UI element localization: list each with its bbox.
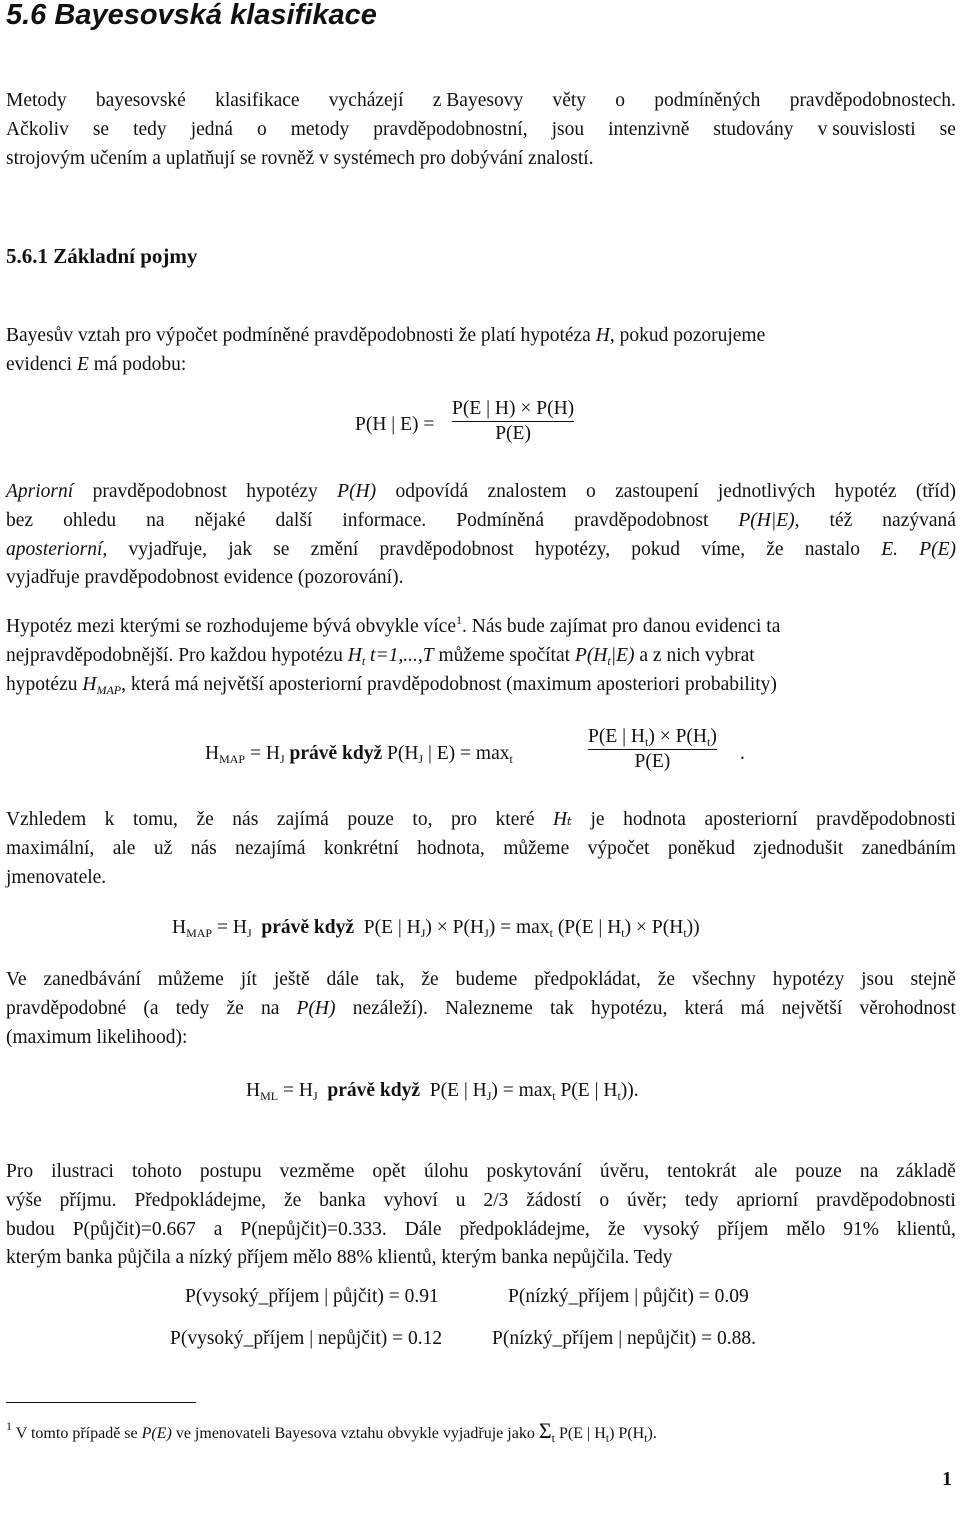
word: hypotézy — [772, 969, 845, 990]
word: Ve — [6, 969, 27, 990]
text-line — [6, 613, 956, 642]
word: že — [283, 1189, 302, 1211]
index-range: t=1,...,T — [365, 644, 434, 666]
text-line — [6, 1244, 956, 1273]
math-text: = H — [212, 917, 247, 938]
bayes-fraction — [452, 397, 574, 446]
line-text: jmenovatele. — [6, 866, 107, 888]
word: že — [196, 809, 214, 830]
word: má — [740, 997, 765, 1019]
word: můžeme — [503, 837, 570, 859]
word: pouze — [347, 809, 394, 830]
word: Ačkoliv — [6, 118, 69, 140]
word: Nalezneme — [445, 997, 533, 1019]
word: pravděpodobnostní, — [373, 118, 528, 140]
word: jít — [240, 969, 257, 990]
map-numerator — [588, 725, 717, 749]
line-text: a z nich vybrat — [634, 644, 755, 666]
subscript: t — [683, 926, 687, 940]
page-number: 1 — [942, 1468, 952, 1490]
word: zanedbávání — [43, 969, 141, 990]
line-text: kterým banka půjčila a nízký příjem mělo 88% klientů, kterým banka nepůjčila. Tedy — [6, 1247, 673, 1269]
justified-line — [6, 995, 956, 1024]
symbol-e: E — [76, 353, 89, 375]
subscript: t — [607, 653, 611, 668]
word: podmíněných — [654, 90, 761, 111]
sum-symbol: Σ — [538, 1418, 552, 1443]
word: Vzhledem — [6, 809, 87, 830]
word: vyjadřuje, — [128, 538, 208, 560]
word: jsou — [551, 118, 585, 140]
word: odpovídá — [395, 481, 469, 502]
iff-text: právě když — [317, 1080, 430, 1101]
word: ale — [112, 837, 136, 859]
subscript: t — [605, 1431, 610, 1445]
subscript: t — [551, 1431, 555, 1445]
word: P(H|E), — [738, 509, 800, 531]
word: věrohodnost — [859, 997, 956, 1019]
prob-high-lend: P(vysoký_příjem | půjčit) = 0.91 — [185, 1286, 439, 1307]
text-line — [6, 564, 956, 593]
map-equation — [205, 743, 513, 765]
word: tedy — [133, 118, 167, 140]
word: klasifikace — [215, 90, 300, 111]
word: které — [495, 809, 535, 830]
math-text: P(E | H — [363, 917, 421, 938]
word: hypotéz — [834, 481, 897, 502]
word: na — [859, 1161, 879, 1182]
example-paragraph — [6, 1158, 956, 1273]
subscript: t — [509, 752, 513, 766]
word: P(nepůjčit)=0.333. — [240, 1218, 387, 1240]
word: též — [829, 509, 853, 531]
math-text: P(E | H — [429, 1080, 487, 1101]
line-text: vyjadřuje pravděpodobnost evidence (pozorování). — [6, 567, 404, 589]
word: výše — [6, 1189, 42, 1211]
word: věty — [552, 90, 587, 111]
iff-text: právě když — [251, 917, 364, 938]
symbol-h: H — [595, 325, 610, 346]
subscript: J — [486, 1089, 492, 1103]
subscript: J — [420, 926, 426, 940]
subscript: J — [279, 752, 285, 766]
word: vycházejí — [328, 90, 404, 111]
justified-line — [6, 536, 956, 565]
word: se — [92, 118, 110, 140]
word: zastoupení — [615, 481, 699, 502]
word: bayesovské — [95, 90, 186, 111]
word: jsou — [861, 969, 894, 990]
word: aposteriorní — [704, 809, 798, 830]
word: pravděpodobnosti — [816, 1189, 956, 1211]
word: to, — [412, 809, 433, 830]
word: vyhoví — [383, 1189, 438, 1211]
intro-paragraph — [6, 87, 956, 173]
word: intenzivně — [608, 118, 690, 140]
word: úvěru, — [599, 1161, 650, 1182]
word: nezáleží). — [352, 997, 428, 1019]
word: vysoký — [643, 1218, 700, 1240]
apriori-paragraph — [6, 478, 956, 593]
math-text: ) = max — [491, 1080, 553, 1101]
word: (tříd) — [915, 481, 956, 502]
word: opět — [372, 1161, 406, 1182]
word: zjednodušit — [753, 837, 844, 859]
symbol-h: H — [82, 673, 97, 695]
word: banka — [319, 1189, 366, 1211]
math-text: ) P(H — [609, 1425, 645, 1442]
justified-line — [6, 835, 956, 864]
word: o — [585, 481, 596, 502]
text-line — [6, 1024, 956, 1053]
word: Hₜ — [553, 809, 572, 830]
word: se — [273, 538, 290, 560]
word: v souvislosti — [817, 118, 916, 140]
word: změní — [310, 538, 359, 560]
word: nezajímá — [235, 837, 306, 859]
word: tedy — [175, 997, 210, 1019]
word: největší — [781, 997, 843, 1019]
symbol-h: H — [347, 644, 362, 666]
word: úlohu — [424, 1161, 469, 1182]
word: že — [657, 969, 676, 990]
word: poněkud — [667, 837, 735, 859]
subscript: t — [644, 1431, 648, 1445]
bayes-paragraph — [6, 322, 956, 380]
word: konkrétní — [323, 837, 399, 859]
line-text: nejpravděpodobnější. Pro každou hypotézu — [6, 644, 348, 666]
given-paragraph — [6, 806, 956, 892]
word: o — [615, 90, 626, 111]
line-text: (maximum likelihood): — [6, 1026, 188, 1048]
subscript: ML — [260, 1089, 279, 1103]
word: Dále — [404, 1218, 442, 1240]
word: hypotézy, — [535, 538, 611, 560]
footnote-rule — [6, 1402, 196, 1403]
word: žádostí — [526, 1189, 582, 1211]
word: základě — [896, 1161, 956, 1182]
text-line — [6, 671, 956, 700]
word: 91% — [843, 1218, 879, 1240]
word: pravděpodobnost — [574, 509, 709, 531]
subscript: t — [707, 735, 711, 749]
word: metody — [290, 118, 350, 140]
text-line — [6, 145, 956, 174]
word: klientů, — [896, 1218, 956, 1240]
word: příjem — [717, 1218, 769, 1240]
justified-line — [6, 87, 956, 116]
math-text: )) — [686, 917, 700, 938]
word: zajímá — [276, 809, 329, 830]
line-text: evidenci — [6, 353, 77, 375]
text-line — [6, 322, 956, 351]
subscript: J — [484, 926, 489, 940]
symbol-p: P(H — [574, 644, 608, 666]
subscript: MAP — [96, 682, 122, 697]
word: a — [213, 1218, 223, 1240]
math-text: ) × P(H — [425, 917, 485, 938]
subscript: t — [552, 1089, 556, 1103]
justified-line — [6, 507, 956, 536]
word: (a — [143, 997, 159, 1019]
subscript: J — [312, 1089, 318, 1103]
line-text: Hypotéz mezi kterými se rozhodujeme bývá obvykle více — [6, 616, 456, 637]
math-text: ) = max — [488, 917, 550, 938]
math-text: = H — [278, 1080, 313, 1101]
word: výpočet — [587, 837, 650, 859]
justified-line — [6, 966, 956, 995]
text-line — [6, 864, 956, 893]
word: úvěr; — [626, 1189, 668, 1211]
word: o — [599, 1189, 610, 1211]
math-text: H — [172, 917, 187, 938]
word: apriorní — [736, 1189, 799, 1211]
word: předpokládejme, — [459, 1218, 590, 1240]
prob-high-nolend: P(vysoký_příjem | nepůjčit) = 0.12 — [170, 1328, 443, 1349]
section-title: 5.6 Bayesovská klasifikace — [6, 0, 377, 31]
line-text: , která má největší aposteriorní pravděpodobnost (maximum aposteriori probability) — [121, 673, 777, 695]
word: která — [684, 997, 724, 1019]
word: stejně — [910, 969, 956, 990]
word: pravděpodobné — [6, 997, 127, 1019]
line-text: . Nás bude zajímat pro danou evidenci ta — [461, 616, 781, 637]
line-text: hypotézu — [6, 673, 83, 695]
bayes-numerator: P(E | H) × P(H) — [452, 398, 575, 419]
symbol-p: |E) — [610, 644, 635, 666]
word: o — [256, 118, 267, 140]
word: nás — [190, 837, 217, 859]
footnote-text: V tomto případě se — [12, 1425, 142, 1442]
math-text: P(E | H — [588, 726, 645, 747]
word: k — [104, 809, 115, 830]
subscript: J — [418, 752, 424, 766]
word: poskytování — [486, 1161, 582, 1182]
line-text: strojovým učením a uplatňují se rovněž v systémech pro dobývání znalostí. — [6, 147, 594, 169]
footnote — [6, 1418, 657, 1444]
bayes-denominator: P(E) — [495, 423, 531, 445]
word: tak — [549, 997, 574, 1019]
math-text: P(H — [387, 743, 419, 764]
word: další — [275, 509, 313, 531]
word: maximální, — [6, 837, 95, 859]
equation-period: . — [740, 743, 745, 764]
word: že — [607, 1218, 626, 1240]
word: ale — [754, 1161, 778, 1182]
math-text: ) × P(H — [624, 917, 684, 938]
word: u — [455, 1189, 466, 1211]
math-text: = H — [245, 743, 280, 764]
word: z Bayesovy — [432, 90, 524, 111]
justified-line — [6, 478, 956, 507]
justified-line — [6, 1216, 956, 1245]
subscript: t — [621, 926, 625, 940]
line-text: můžeme spočítat — [433, 644, 575, 666]
text-line — [6, 642, 956, 671]
word: dále — [326, 969, 359, 990]
word: ohledu — [63, 509, 117, 531]
math-text: | E) = max — [423, 743, 510, 764]
word: hodnota, — [417, 837, 485, 859]
word: pro — [451, 809, 477, 830]
justified-line — [6, 1187, 956, 1216]
word: zanedbáním — [861, 837, 956, 859]
word: Předpokládejme, — [134, 1189, 267, 1211]
subscript: MAP — [219, 752, 246, 766]
word: jedná — [190, 118, 233, 140]
word: E. — [881, 538, 898, 560]
math-text: )). — [620, 1080, 639, 1101]
word: můžeme — [157, 969, 224, 990]
word: pouze — [795, 1161, 842, 1182]
word: informace. — [342, 509, 427, 531]
word: mělo — [786, 1218, 826, 1240]
word: P(H) — [296, 997, 336, 1019]
word: aposteriorní, — [6, 538, 108, 560]
line-text: , pokud pozorujeme — [609, 325, 766, 346]
line-text: Bayesův vztah pro výpočet podmíněné pravděpodobnosti že platí hypotéza — [6, 325, 596, 346]
subsection-title: 5.6.1 Základní pojmy — [6, 244, 198, 268]
prob-low-lend: P(nízký_příjem | půjčit) = 0.09 — [508, 1286, 749, 1307]
subscript: t — [549, 926, 553, 940]
subscript: t — [617, 1089, 621, 1103]
word: na — [260, 997, 280, 1019]
subscript: t — [645, 735, 649, 749]
math-text: ) — [710, 726, 717, 747]
prob-low-nolend: P(nízký_příjem | nepůjčit) = 0.88. — [492, 1328, 757, 1349]
footnote-text: ve jmenovateli Bayesova vztahu obvykle vyjadřuje jako — [171, 1425, 539, 1442]
justified-line — [6, 1158, 956, 1187]
word: budou — [6, 1218, 55, 1240]
word: pravděpodobnostech. — [789, 90, 956, 111]
word: vezměme — [279, 1161, 355, 1182]
word: Podmíněná — [456, 509, 545, 531]
map-equation-simplified — [172, 917, 700, 939]
justified-line — [6, 116, 956, 145]
word: hypotézu, — [590, 997, 668, 1019]
math-text: H — [205, 743, 220, 764]
word: pokud — [631, 538, 681, 560]
word: nějaké — [194, 509, 246, 531]
iff-text: právě když — [284, 743, 387, 764]
word: se — [939, 118, 956, 140]
word: Apriorní — [6, 481, 74, 502]
map-fraction — [588, 725, 717, 774]
word: nás — [232, 809, 259, 830]
word: tedy — [684, 1189, 719, 1211]
math-text: ) × P(H — [648, 726, 708, 747]
word: Metody — [6, 90, 67, 111]
word: pravděpodobnosti — [816, 809, 956, 830]
word: že — [766, 538, 784, 560]
word: příjmu. — [59, 1189, 117, 1211]
math-text: H — [246, 1080, 261, 1101]
word: ilustraci — [51, 1161, 114, 1182]
subscript: t — [361, 653, 366, 668]
word: bez — [6, 509, 34, 531]
neglect-paragraph — [6, 966, 956, 1052]
math-text: P(E | H — [554, 1425, 606, 1442]
hypothesis-paragraph — [6, 613, 956, 699]
word: už — [153, 837, 173, 859]
justified-line — [6, 806, 956, 835]
word: hodnota — [623, 809, 686, 830]
math-text: (P(E | H — [552, 917, 622, 938]
bayes-lhs: P(H | E) = — [355, 414, 435, 435]
word: Pro — [6, 1161, 34, 1182]
word: studovány — [713, 118, 794, 140]
word: jak — [228, 538, 253, 560]
math-text: ). — [647, 1425, 657, 1442]
word: víme, — [701, 538, 746, 560]
word: ještě — [273, 969, 310, 990]
word: že — [421, 969, 439, 990]
subscript: J — [246, 926, 252, 940]
subscript: MAP — [186, 926, 213, 940]
word: pravděpodobnost — [379, 538, 514, 560]
footnote-ref: 1 — [455, 613, 462, 627]
word: 2/3 — [483, 1189, 509, 1211]
symbol-pe: P(E) — [141, 1425, 172, 1442]
word: pravděpodobnost — [92, 481, 227, 502]
word: P(H) — [337, 481, 377, 502]
word: všechny — [691, 969, 756, 990]
word: tomu, — [132, 809, 178, 830]
word: hypotézy — [246, 481, 318, 502]
word: nastalo — [804, 538, 861, 560]
word: jednotlivých — [717, 481, 816, 502]
word: znalostem — [487, 481, 567, 502]
word: že — [226, 997, 244, 1019]
map-denominator: P(E) — [634, 751, 671, 773]
word: P(E) — [919, 538, 956, 560]
text-line — [6, 351, 956, 380]
word: postupu — [199, 1161, 262, 1182]
word: tak, — [375, 969, 405, 990]
word: tohoto — [131, 1161, 182, 1182]
math-text: P(E | H — [555, 1080, 618, 1101]
ml-equation — [246, 1080, 639, 1102]
word: je — [590, 809, 605, 830]
word: budeme — [455, 969, 518, 990]
footnote-number: 1 — [6, 1419, 12, 1433]
word: tentokrát — [667, 1161, 737, 1182]
line-text: má podobu: — [88, 353, 187, 375]
word: předpokládat, — [534, 969, 641, 990]
word: P(půjčit)=0.667 — [72, 1218, 196, 1240]
word: nazývaná — [882, 509, 956, 531]
word: na — [146, 509, 165, 531]
